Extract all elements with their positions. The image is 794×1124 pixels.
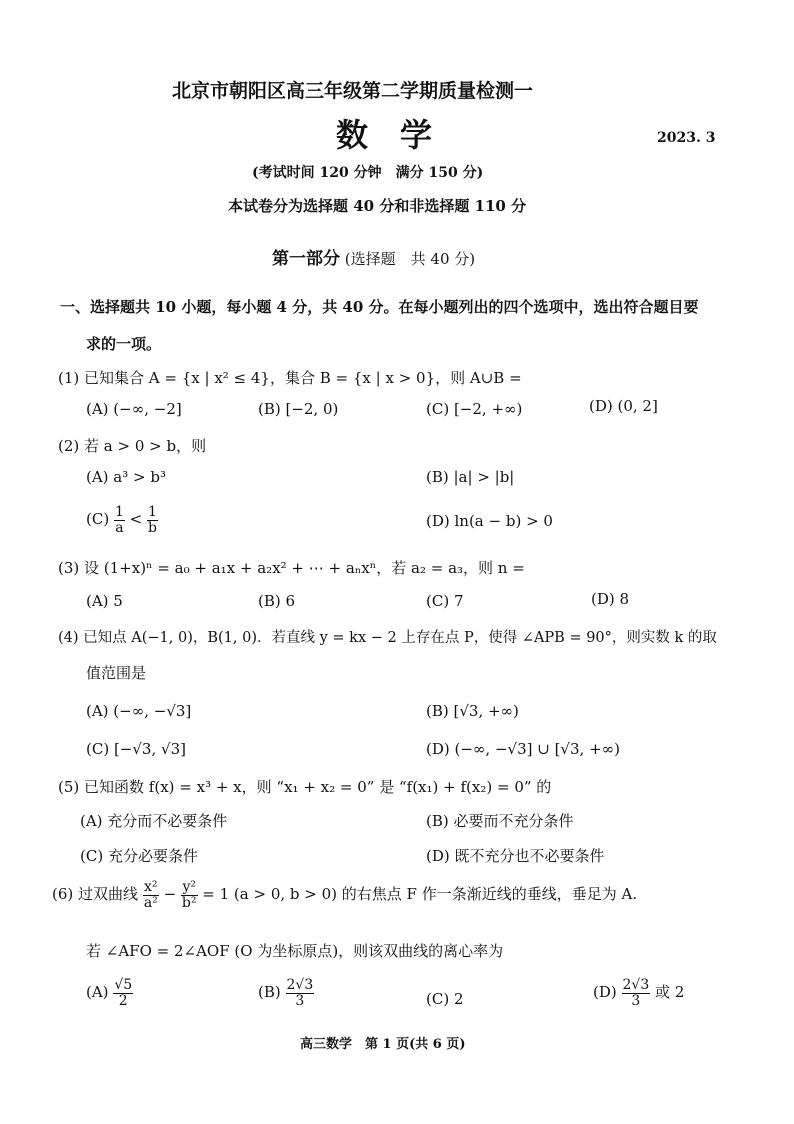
q4-stem-line1: (4) 已知点 A(−1, 0)，B(1, 0)．若直线 y = kx − 2 上存在点 P，使得 ∠APB = 90°，则实数 k 的取 xyxy=(58,630,717,646)
exam-date: 2023. 3 xyxy=(657,130,716,146)
q5-option-c: (C) 充分必要条件 xyxy=(80,847,198,865)
part-title: 第一部分 xyxy=(272,249,340,269)
q6-option-b xyxy=(258,978,314,1008)
q5-option-d: (D) 既不充分也不必要条件 xyxy=(426,847,605,865)
q6-option-a-fraction: $\frac{√5}{2}$ xyxy=(114,977,133,1009)
q2-option-d: (D) ln(a − b) > 0 xyxy=(426,512,553,530)
q4-option-b: (B) [√3, +∞) xyxy=(426,702,519,720)
q3-option-d: (D) 8 xyxy=(591,590,630,608)
q3-option-b: (B) 6 xyxy=(258,592,296,610)
q6-stem-suffix: = 1 (a > 0, b > 0) 的右焦点 F 作一条渐近线的垂线，垂足为 A. xyxy=(202,885,638,904)
paper-info: 本试卷分为选择题 40 分和非选择题 110 分 xyxy=(228,197,527,215)
q2-option-c-label: (C) xyxy=(86,510,110,529)
q2-option-b: (B) |a| > |b| xyxy=(426,468,515,486)
part-subtitle: (选择题 共 40 分) xyxy=(344,250,476,268)
q6-option-d-suffix: 或 2 xyxy=(655,983,685,1002)
q2-option-c-operator: < xyxy=(129,510,143,529)
q6-option-d-label: (D) xyxy=(593,983,617,1002)
q4-option-a: (A) (−∞, −√3] xyxy=(86,702,192,720)
q6-option-a-label: (A) xyxy=(86,983,109,1002)
q1-option-a: (A) (−∞, −2] xyxy=(86,400,182,418)
q6-fraction-y: $\frac{\text{y²}}{\text{b²}}$ xyxy=(181,879,197,911)
q6-minus: − xyxy=(163,885,177,904)
q6-stem-prefix: (6) 过双曲线 xyxy=(52,885,139,904)
q2-stem: (2) 若 a > 0 > b，则 xyxy=(58,437,207,455)
q2-option-c-fraction2: $\frac{1}{b}$ xyxy=(148,504,157,536)
q4-option-c: (C) [−√3, √3] xyxy=(86,740,186,758)
q3-stem: (3) 设 (1+x)ⁿ = a₀ + a₁x + a₂x² + ⋯ + aₙxⁿ，若 a₂ = a₃，则 n = xyxy=(58,559,525,577)
q5-option-b: (B) 必要而不充分条件 xyxy=(426,812,574,830)
q4-option-d: (D) (−∞, −√3] ∪ [√3, +∞) xyxy=(426,740,620,758)
q6-option-d xyxy=(593,978,684,1008)
q6-option-b-fraction: $\frac{2√3}{3}$ xyxy=(286,977,314,1009)
q6-option-d-fraction: $\frac{2√3}{3}$ xyxy=(622,977,650,1009)
q6-option-c: (C) 2 xyxy=(426,990,464,1008)
q3-option-c: (C) 7 xyxy=(426,592,464,610)
q6-stem-line1 xyxy=(52,880,637,910)
part-heading xyxy=(272,244,475,269)
subject-title: 数 学 xyxy=(336,116,433,154)
q6-option-b-label: (B) xyxy=(258,983,281,1002)
q1-option-d: (D) (0, 2] xyxy=(589,397,658,415)
exam-time-info: (考试时间 120 分钟 满分 150 分) xyxy=(252,165,484,181)
q6-stem-line2: 若 ∠AFO = 2∠AOF (O 为坐标原点)，则该双曲线的离心率为 xyxy=(86,942,504,960)
q6-option-a xyxy=(86,978,133,1008)
q4-stem-line2: 值范围是 xyxy=(86,664,147,682)
page-footer: 高三数学 第 1 页(共 6 页) xyxy=(300,1037,466,1052)
section-title-line1: 一、选择题共 10 小题，每小题 4 分，共 40 分。在每小题列出的四个选项中，选出符合题目要 xyxy=(60,298,699,316)
q1-stem: (1) 已知集合 A = {x | x² ≤ 4}，集合 B = {x | x > 0}，则 A∪B = xyxy=(58,369,522,387)
q3-option-a: (A) 5 xyxy=(86,592,123,610)
school-title: 北京市朝阳区高三年级第二学期质量检测一 xyxy=(172,80,534,102)
q2-option-a: (A) a³ > b³ xyxy=(86,468,166,486)
q1-option-b: (B) [−2, 0) xyxy=(258,400,339,418)
q1-option-c: (C) [−2, +∞) xyxy=(426,400,523,418)
q5-stem: (5) 已知函数 f(x) = x³ + x，则 “x₁ + x₂ = 0” 是 “f(x₁) + f(x₂) = 0” 的 xyxy=(58,778,552,796)
q5-option-a: (A) 充分而不必要条件 xyxy=(80,812,228,830)
q2-option-c xyxy=(86,505,158,535)
q2-option-c-fraction1: $\frac{1}{a}$ xyxy=(114,504,124,536)
q6-fraction-x: $\frac{\text{x²}}{\text{a²}}$ xyxy=(143,879,158,911)
section-title-line2: 求的一项。 xyxy=(86,335,162,353)
